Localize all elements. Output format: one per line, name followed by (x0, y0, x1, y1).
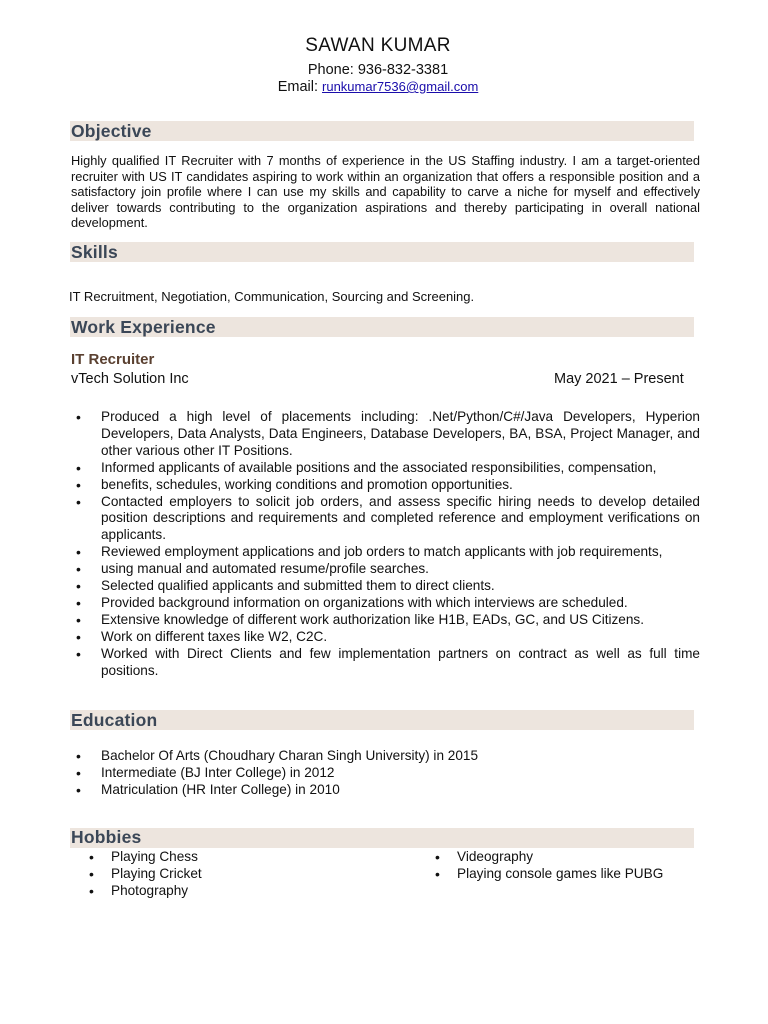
section-title-education: Education (71, 710, 158, 730)
candidate-name: SAWAN KUMAR (305, 35, 451, 56)
list-item: • using manual and automated resume/profile searches. (71, 561, 700, 578)
list-item: • Extensive knowledge of different work authorization like H1B, EADs, GC, and US Citizens. (71, 612, 700, 629)
section-band-hobbies (70, 828, 694, 848)
job-title: IT Recruiter (71, 351, 155, 368)
list-item: • Work on different taxes like W2, C2C. (71, 629, 700, 646)
section-title-hobbies: Hobbies (71, 827, 142, 847)
hobbies-list-left (84, 849, 384, 900)
list-item: • Informed applicants of available positions and the associated responsibilities, compensation, (71, 460, 700, 477)
email-link[interactable]: runkumar7536@gmail.com (322, 79, 479, 94)
section-band-education (70, 710, 694, 730)
list-item: • Matriculation (HR Inter College) in 2010 (71, 782, 700, 799)
list-item: • benefits, schedules, working conditions and promotion opportunities. (71, 477, 700, 494)
list-item: • Selected qualified applicants and submitted them to direct clients. (71, 578, 700, 595)
list-item: • Photography (84, 883, 384, 900)
section-title-objective: Objective (71, 121, 152, 141)
company-name: vTech Solution Inc (71, 371, 189, 387)
list-item: • Videography (430, 849, 730, 866)
list-item: • Produced a high level of placements including: .Net/Python/C#/Java Developers, Hyperion Developers, Data Analysts, Data Engineers, Database Developers, BA, BSA, Project Manager, and other various other IT Positions. (71, 409, 700, 460)
list-item: • Contacted employers to solicit job orders, and assess specific hiring needs to develop detailed position descriptions and requirements and completed reference and employment verifications on applicants. (71, 494, 700, 545)
list-item: • Provided background information on organizations with which interviews are scheduled. (71, 595, 700, 612)
section-band-objective (70, 121, 694, 141)
phone-number: Phone: 936-832-3381 (307, 62, 449, 78)
section-title-skills: Skills (71, 242, 118, 262)
email-label: Email: (277, 79, 319, 95)
list-item: • Playing Cricket (84, 866, 384, 883)
list-item: • Playing console games like PUBG (430, 866, 730, 883)
list-item: • Worked with Direct Clients and few implementation partners on contract as well as full time positions. (71, 646, 700, 680)
list-item: • Bachelor Of Arts (Choudhary Charan Singh University) in 2015 (71, 748, 700, 765)
objective-text: Highly qualified IT Recruiter with 7 months of experience in the US Staffing industry. I am a target-oriented recruiter with US IT candidates aspiring to work within an organization that offers a responsible position and a satisfactory join profile where I can use my skills and capability to carve a niche for myself and effectively deliver towards contributing to the organization aspirations and thereby participating in overall national development. (71, 153, 700, 230)
skills-text: IT Recruitment, Negotiation, Communication, Sourcing and Screening. (69, 289, 475, 304)
work-bullet-list (71, 409, 700, 680)
hobbies-list-right (430, 849, 730, 883)
list-item: • Reviewed employment applications and job orders to match applicants with job requirements, (71, 544, 700, 561)
section-band-skills (70, 242, 694, 262)
list-item: • Intermediate (BJ Inter College) in 2012 (71, 765, 700, 782)
employment-dates: May 2021 – Present (554, 371, 684, 387)
email-line (0, 79, 756, 95)
section-title-work: Work Experience (71, 317, 216, 337)
education-list (71, 748, 700, 799)
list-item: • Playing Chess (84, 849, 384, 866)
